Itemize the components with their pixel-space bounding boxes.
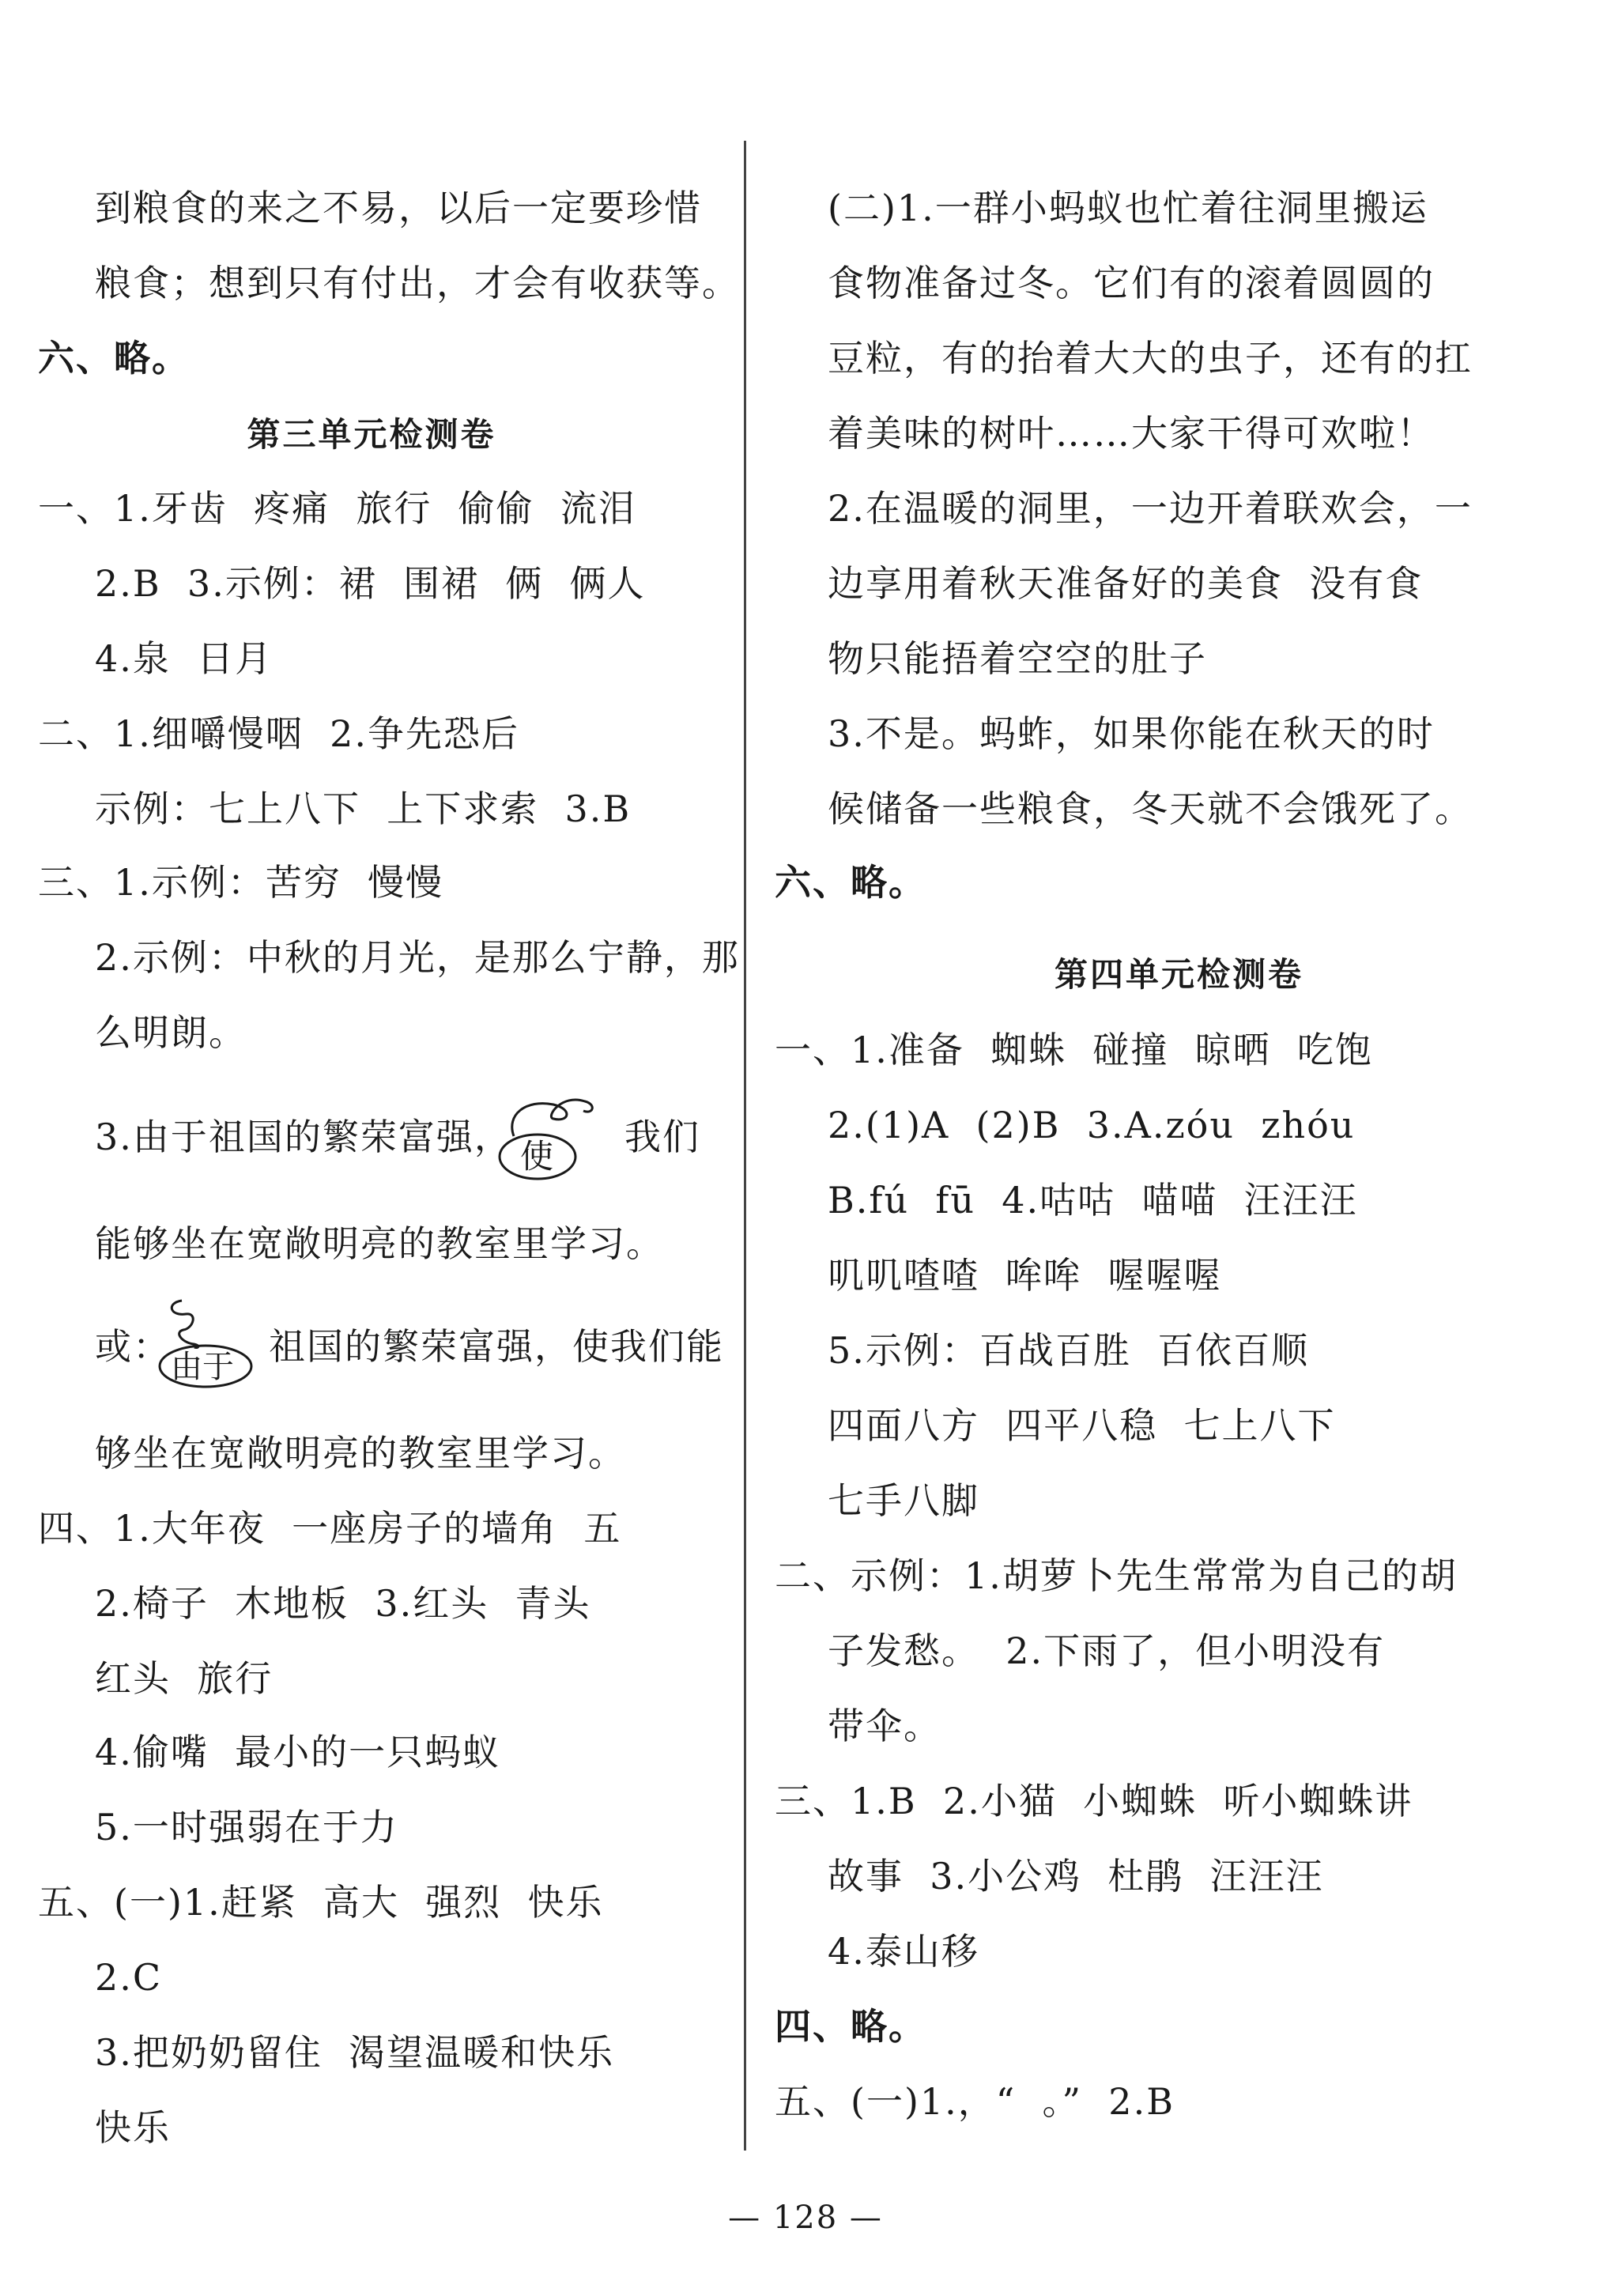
text-line: 四、略。 bbox=[775, 2005, 926, 2048]
text-line: 红头 旅行 bbox=[95, 1657, 274, 1700]
circled-mark-shi bbox=[498, 1087, 617, 1186]
text-line: 候储备一些粮食，冬天就不会饿死了。 bbox=[828, 787, 1473, 830]
text-line: 五、(一)1.，“ 。” 2.B bbox=[775, 2080, 1175, 2123]
text-line: 2.椅子 木地板 3.红头 青头 bbox=[95, 1582, 591, 1625]
text-line: 四面八方 四平八稳 七上八下 bbox=[828, 1404, 1336, 1447]
section-title: 第三单元检测卷 bbox=[247, 415, 496, 454]
text-line: 二、示例：1.胡萝卜先生常常为自己的胡 bbox=[775, 1554, 1458, 1597]
text-line: 4.偷嘴 最小的一只蚂蚁 bbox=[95, 1731, 501, 1773]
text-line: 祖国的繁荣富强，使我们能 bbox=[269, 1325, 724, 1368]
text-line: 快乐 bbox=[95, 2106, 171, 2149]
text-line: 5.一时强弱在于力 bbox=[95, 1806, 398, 1849]
text-line: 着美味的树叶……大家干得可欢啦！ bbox=[828, 412, 1435, 455]
text-line: 2.C bbox=[95, 1956, 163, 1999]
text-line: 食物准备过冬。它们有的滚着圆圆的 bbox=[828, 262, 1435, 304]
text-line: 示例：七上八下 上下求索 3.B bbox=[95, 787, 632, 830]
text-line: 5.示例：百战百胜 百依百顺 bbox=[828, 1329, 1310, 1372]
text-line: 或： bbox=[95, 1325, 171, 1368]
text-line: 二、1.细嚼慢咽 2.争先恐后 bbox=[38, 712, 520, 755]
column-divider bbox=[744, 141, 746, 2151]
text-line: 到粮食的来之不易，以后一定要珍惜 bbox=[95, 187, 702, 229]
text-line: 五、(一)1.赶紧 高大 强烈 快乐 bbox=[38, 1881, 604, 1924]
text-line: 够坐在宽敞明亮的教室里学习。 bbox=[95, 1432, 626, 1475]
text-line: 2.示例：中秋的月光，是那么宁静，那 bbox=[95, 936, 740, 979]
text-line: B.fú fū 4.咕咕 喵喵 汪汪汪 bbox=[828, 1179, 1358, 1222]
page-number: — 128 — bbox=[728, 2200, 883, 2236]
text-line: 叽叽喳喳 哞哞 喔喔喔 bbox=[828, 1254, 1222, 1297]
text-line: 3.不是。蚂蚱，如果你能在秋天的时 bbox=[828, 712, 1435, 755]
text-line: 2.在温暖的洞里，一边开着联欢会，一 bbox=[828, 487, 1473, 530]
text-line: 我们 bbox=[624, 1116, 700, 1158]
circled-mark-shi-text: 使 bbox=[520, 1137, 554, 1176]
text-line: 能够坐在宽敞明亮的教室里学习。 bbox=[95, 1222, 664, 1265]
text-line: 物只能捂着空空的肚子 bbox=[828, 637, 1207, 680]
text-line: 带伞。 bbox=[828, 1705, 941, 1747]
section-title: 第四单元检测卷 bbox=[1054, 955, 1304, 994]
circled-mark-youyu-text: 由于 bbox=[171, 1349, 234, 1385]
text-line: 四、1.大年夜 一座房子的墙角 五 bbox=[38, 1507, 622, 1550]
text-line: 一、1.牙齿 疼痛 旅行 偷偷 流泪 bbox=[38, 487, 636, 530]
text-line: (二)1.一群小蚂蚁也忙着往洞里搬运 bbox=[828, 187, 1428, 229]
text-line: 边享用着秋天准备好的美食 没有食 bbox=[828, 562, 1424, 605]
text-line: 3.把奶奶留住 渴望温暖和快乐 bbox=[95, 2031, 615, 2074]
text-line: 么明朗。 bbox=[95, 1011, 247, 1054]
text-line: 三、1.B 2.小猫 小蜘蛛 听小蜘蛛讲 bbox=[775, 1780, 1413, 1822]
text-line: 六、略。 bbox=[775, 861, 926, 904]
text-line: 七手八脚 bbox=[828, 1479, 979, 1522]
text-line: 一、1.准备 蜘蛛 碰撞 晾晒 吃饱 bbox=[775, 1029, 1373, 1071]
circled-mark-youyu bbox=[150, 1297, 261, 1392]
text-line: 故事 3.小公鸡 杜鹃 汪汪汪 bbox=[828, 1855, 1324, 1898]
text-line: 三、1.示例：苦穷 慢慢 bbox=[38, 861, 444, 904]
text-line: 粮食；想到只有付出，才会有收获等。 bbox=[95, 262, 740, 304]
text-line: 4.泰山移 bbox=[828, 1930, 979, 1973]
text-line: 豆粒，有的抬着大大的虫子，还有的扛 bbox=[828, 337, 1473, 380]
text-line: 子发愁。 2.下雨了，但小明没有 bbox=[828, 1629, 1386, 1672]
text-line: 2.(1)A (2)B 3.A.zóu zhóu bbox=[828, 1104, 1356, 1146]
text-line: 2.B 3.示例：裙 围裙 俩 俩人 bbox=[95, 562, 646, 605]
text-line: 六、略。 bbox=[38, 337, 190, 380]
text-line: 3.由于祖国的繁荣富强， bbox=[95, 1116, 512, 1158]
text-line: 4.泉 日月 bbox=[95, 637, 274, 680]
